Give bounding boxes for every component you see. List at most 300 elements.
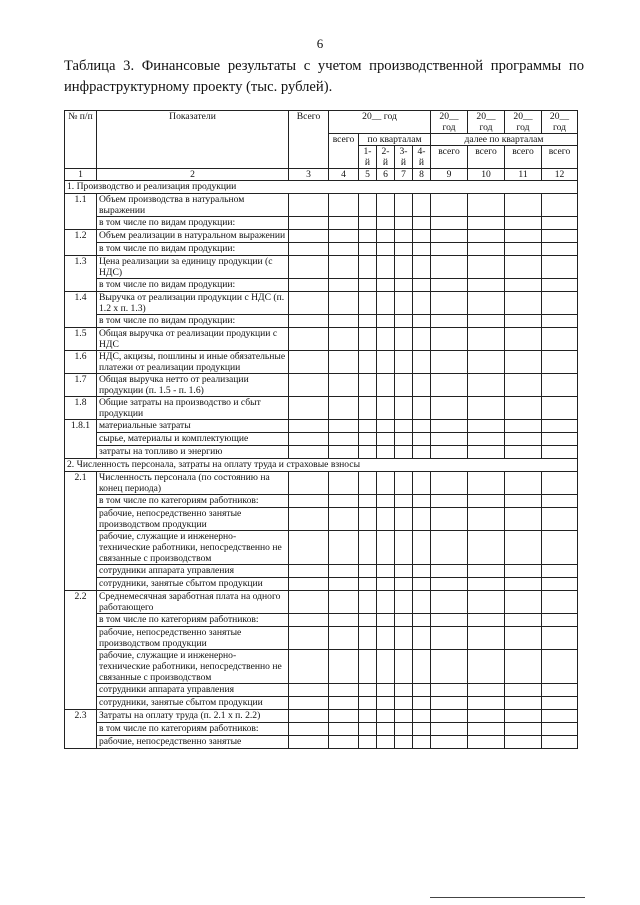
value-cell [359, 697, 377, 710]
value-cell [395, 710, 413, 723]
value-cell [395, 531, 413, 565]
value-cell [413, 591, 431, 614]
value-cell [542, 627, 578, 650]
header-year-total: всего [329, 134, 359, 169]
value-cell [505, 292, 542, 315]
indicator-label: затраты на топливо и энергию [97, 446, 289, 459]
column-number: 12 [542, 169, 578, 181]
value-cell [413, 279, 431, 292]
header-later-total: всего [542, 146, 578, 169]
value-cell [542, 230, 578, 243]
section-row [65, 459, 578, 472]
row-number: 2.2 [65, 591, 97, 710]
value-cell [431, 495, 468, 508]
value-cell [395, 292, 413, 315]
value-cell [377, 194, 395, 217]
indicator-label: Среднемесячная заработная плата на одного работающего [97, 591, 289, 614]
table-row [65, 565, 578, 578]
value-cell [505, 723, 542, 736]
value-cell [542, 446, 578, 459]
section-row [65, 181, 578, 194]
value-cell [377, 614, 395, 627]
table-row [65, 292, 578, 315]
value-cell [413, 256, 431, 279]
value-cell [431, 194, 468, 217]
table-row [65, 420, 578, 433]
value-cell [413, 578, 431, 591]
value-cell [542, 243, 578, 256]
value-cell [468, 243, 505, 256]
value-cell [395, 315, 413, 328]
value-cell [505, 230, 542, 243]
value-cell [468, 217, 505, 230]
value-cell [289, 446, 329, 459]
table-row [65, 710, 578, 723]
value-cell [377, 565, 395, 578]
value-cell [542, 279, 578, 292]
value-cell [395, 650, 413, 684]
indicator-label: в том числе по категориям работников: [97, 614, 289, 627]
value-cell [329, 614, 359, 627]
header-later-by-quarters: далее по кварталам [431, 134, 578, 146]
value-cell [359, 230, 377, 243]
value-cell [377, 397, 395, 420]
table-row [65, 446, 578, 459]
value-cell [329, 736, 359, 749]
value-cell [289, 397, 329, 420]
value-cell [395, 256, 413, 279]
value-cell [413, 723, 431, 736]
value-cell [289, 578, 329, 591]
value-cell [413, 495, 431, 508]
value-cell [395, 446, 413, 459]
value-cell [289, 230, 329, 243]
value-cell [289, 217, 329, 230]
table-row [65, 472, 578, 495]
indicator-label: рабочие, служащие и инженерно-технические работники, непосредственно не связанные с производством [97, 531, 289, 565]
value-cell [431, 279, 468, 292]
value-cell [329, 684, 359, 697]
column-number: 3 [289, 169, 329, 181]
value-cell [329, 627, 359, 650]
header-later-total: всего [431, 146, 468, 169]
column-number: 4 [329, 169, 359, 181]
value-cell [505, 420, 542, 433]
value-cell [542, 614, 578, 627]
value-cell [359, 508, 377, 531]
value-cell [359, 433, 377, 446]
indicator-label: сотрудники, занятые сбытом продукции [97, 697, 289, 710]
value-cell [395, 627, 413, 650]
value-cell [431, 351, 468, 374]
value-cell [377, 328, 395, 351]
value-cell [542, 292, 578, 315]
value-cell [377, 684, 395, 697]
value-cell [542, 194, 578, 217]
row-number: 1.8 [65, 397, 97, 420]
value-cell [377, 650, 395, 684]
value-cell [505, 446, 542, 459]
indicator-label: Затраты на оплату труда (п. 2.1 x п. 2.2) [97, 710, 289, 723]
value-cell [413, 194, 431, 217]
column-number: 7 [395, 169, 413, 181]
value-cell [359, 374, 377, 397]
value-cell [395, 697, 413, 710]
indicator-label: в том числе по видам продукции: [97, 315, 289, 328]
value-cell [505, 565, 542, 578]
value-cell [359, 446, 377, 459]
row-number: 2.1 [65, 472, 97, 591]
value-cell [289, 292, 329, 315]
value-cell [413, 292, 431, 315]
table-row [65, 315, 578, 328]
value-cell [505, 650, 542, 684]
value-cell [505, 243, 542, 256]
table-row [65, 433, 578, 446]
value-cell [542, 723, 578, 736]
value-cell [359, 565, 377, 578]
value-cell [505, 194, 542, 217]
value-cell [329, 723, 359, 736]
value-cell [289, 591, 329, 614]
value-cell [377, 723, 395, 736]
value-cell [359, 420, 377, 433]
value-cell [329, 230, 359, 243]
value-cell [431, 397, 468, 420]
value-cell [413, 374, 431, 397]
header-later-total: всего [468, 146, 505, 169]
indicator-label: в том числе по видам продукции: [97, 243, 289, 256]
value-cell [542, 328, 578, 351]
value-cell [329, 256, 359, 279]
value-cell [468, 433, 505, 446]
value-cell [468, 420, 505, 433]
table-row [65, 243, 578, 256]
value-cell [289, 736, 329, 749]
value-cell [329, 650, 359, 684]
value-cell [289, 420, 329, 433]
header-later-total: всего [505, 146, 542, 169]
value-cell [377, 374, 395, 397]
section-title: 1. Производство и реализация продукции [65, 181, 578, 194]
value-cell [289, 315, 329, 328]
value-cell [505, 217, 542, 230]
value-cell [289, 684, 329, 697]
value-cell [377, 351, 395, 374]
value-cell [329, 292, 359, 315]
value-cell [359, 531, 377, 565]
header-total: Всего [289, 111, 329, 169]
value-cell [377, 420, 395, 433]
value-cell [413, 446, 431, 459]
value-cell [468, 194, 505, 217]
table-row [65, 627, 578, 650]
value-cell [468, 230, 505, 243]
value-cell [413, 531, 431, 565]
value-cell [431, 315, 468, 328]
value-cell [377, 315, 395, 328]
value-cell [431, 578, 468, 591]
value-cell [468, 446, 505, 459]
header-later-year: 20__ год [542, 111, 578, 134]
value-cell [359, 315, 377, 328]
value-cell [468, 315, 505, 328]
value-cell [468, 614, 505, 627]
table-row [65, 495, 578, 508]
value-cell [468, 736, 505, 749]
row-number: 1.4 [65, 292, 97, 328]
value-cell [413, 315, 431, 328]
value-cell [395, 684, 413, 697]
indicator-label: в том числе по категориям работников: [97, 723, 289, 736]
value-cell [289, 433, 329, 446]
value-cell [289, 531, 329, 565]
value-cell [505, 495, 542, 508]
value-cell [542, 315, 578, 328]
value-cell [468, 710, 505, 723]
value-cell [359, 591, 377, 614]
header-later-year: 20__ год [468, 111, 505, 134]
value-cell [377, 256, 395, 279]
value-cell [431, 328, 468, 351]
value-cell [431, 650, 468, 684]
value-cell [468, 627, 505, 650]
table-row [65, 508, 578, 531]
column-number: 11 [505, 169, 542, 181]
value-cell [413, 351, 431, 374]
value-cell [542, 256, 578, 279]
value-cell [329, 194, 359, 217]
value-cell [377, 292, 395, 315]
value-cell [468, 508, 505, 531]
value-cell [359, 650, 377, 684]
indicator-label: рабочие, непосредственно занятые производством продукции [97, 508, 289, 531]
value-cell [377, 697, 395, 710]
table-row [65, 256, 578, 279]
value-cell [468, 650, 505, 684]
value-cell [542, 397, 578, 420]
value-cell [505, 328, 542, 351]
value-cell [505, 710, 542, 723]
value-cell [329, 591, 359, 614]
value-cell [505, 315, 542, 328]
value-cell [413, 217, 431, 230]
value-cell [377, 495, 395, 508]
indicator-label: НДС, акцизы, пошлины и иные обязательные платежи от реализации продукции [97, 351, 289, 374]
header-by-quarters: по кварталам [359, 134, 431, 146]
table-row [65, 217, 578, 230]
column-number: 5 [359, 169, 377, 181]
value-cell [359, 194, 377, 217]
column-number: 2 [97, 169, 289, 181]
value-cell [505, 736, 542, 749]
value-cell [505, 684, 542, 697]
value-cell [289, 328, 329, 351]
indicator-label: рабочие, служащие и инженерно-технические работники, непосредственно не связанные с производством [97, 650, 289, 684]
value-cell [413, 243, 431, 256]
value-cell [329, 328, 359, 351]
value-cell [505, 508, 542, 531]
table-row [65, 578, 578, 591]
indicator-label: Объем производства в натуральном выражении [97, 194, 289, 217]
value-cell [468, 565, 505, 578]
value-cell [431, 374, 468, 397]
value-cell [431, 684, 468, 697]
indicator-label: рабочие, непосредственно занятые [97, 736, 289, 749]
indicator-label: Общие затраты на производство и сбыт продукции [97, 397, 289, 420]
value-cell [359, 351, 377, 374]
value-cell [289, 723, 329, 736]
value-cell [431, 614, 468, 627]
value-cell [395, 591, 413, 614]
value-cell [542, 565, 578, 578]
column-number: 8 [413, 169, 431, 181]
value-cell [359, 614, 377, 627]
value-cell [468, 531, 505, 565]
row-number: 2.3 [65, 710, 97, 749]
value-cell [377, 243, 395, 256]
value-cell [505, 591, 542, 614]
value-cell [289, 627, 329, 650]
value-cell [395, 194, 413, 217]
value-cell [289, 243, 329, 256]
value-cell [413, 328, 431, 351]
value-cell [413, 472, 431, 495]
indicator-label: в том числе по видам продукции: [97, 279, 289, 292]
value-cell [377, 591, 395, 614]
value-cell [468, 578, 505, 591]
value-cell [542, 351, 578, 374]
value-cell [395, 578, 413, 591]
indicator-label: Общая выручка от реализации продукции с НДС [97, 328, 289, 351]
value-cell [359, 736, 377, 749]
indicator-label: Цена реализации за единицу продукции (с НДС) [97, 256, 289, 279]
value-cell [329, 374, 359, 397]
value-cell [359, 292, 377, 315]
value-cell [289, 650, 329, 684]
header-indicators: Показатели [97, 111, 289, 169]
value-cell [289, 194, 329, 217]
table-row [65, 697, 578, 710]
value-cell [413, 230, 431, 243]
value-cell [359, 495, 377, 508]
value-cell [468, 397, 505, 420]
value-cell [395, 433, 413, 446]
page-number: 6 [316, 36, 324, 51]
row-number: 1.3 [65, 256, 97, 292]
value-cell [505, 374, 542, 397]
value-cell [468, 351, 505, 374]
value-cell [431, 710, 468, 723]
value-cell [431, 508, 468, 531]
value-cell [289, 279, 329, 292]
value-cell [377, 433, 395, 446]
value-cell [413, 614, 431, 627]
table-row [65, 279, 578, 292]
value-cell [395, 508, 413, 531]
value-cell [431, 697, 468, 710]
value-cell [431, 531, 468, 565]
value-cell [468, 279, 505, 292]
value-cell [359, 256, 377, 279]
table-row [65, 614, 578, 627]
value-cell [505, 578, 542, 591]
value-cell [395, 472, 413, 495]
table-body [65, 181, 578, 749]
value-cell [329, 565, 359, 578]
value-cell [329, 531, 359, 565]
value-cell [542, 433, 578, 446]
indicator-label: сырье, материалы и комплектующие [97, 433, 289, 446]
table-row [65, 723, 578, 736]
value-cell [395, 217, 413, 230]
value-cell [395, 495, 413, 508]
value-cell [542, 508, 578, 531]
value-cell [431, 256, 468, 279]
table-row [65, 684, 578, 697]
value-cell [289, 508, 329, 531]
value-cell [395, 243, 413, 256]
value-cell [329, 217, 359, 230]
value-cell [431, 723, 468, 736]
row-number: 1.6 [65, 351, 97, 374]
value-cell [359, 578, 377, 591]
value-cell [505, 627, 542, 650]
value-cell [395, 279, 413, 292]
table-row [65, 351, 578, 374]
value-cell [377, 230, 395, 243]
value-cell [431, 292, 468, 315]
value-cell [377, 217, 395, 230]
value-cell [395, 397, 413, 420]
value-cell [468, 472, 505, 495]
value-cell [505, 397, 542, 420]
header-later-year: 20__ год [505, 111, 542, 134]
value-cell [377, 472, 395, 495]
value-cell [413, 710, 431, 723]
value-cell [413, 650, 431, 684]
column-number: 10 [468, 169, 505, 181]
value-cell [431, 446, 468, 459]
value-cell [542, 472, 578, 495]
value-cell [329, 472, 359, 495]
column-number: 6 [377, 169, 395, 181]
header-later-year: 20__ год [431, 111, 468, 134]
value-cell [359, 279, 377, 292]
value-cell [431, 565, 468, 578]
column-number: 1 [65, 169, 97, 181]
value-cell [395, 351, 413, 374]
indicator-label: сотрудники аппарата управления [97, 684, 289, 697]
value-cell [329, 433, 359, 446]
section-title: 2. Численность персонала, затраты на оплату труда и страховые взносы [65, 459, 578, 472]
value-cell [505, 351, 542, 374]
value-cell [395, 230, 413, 243]
value-cell [289, 256, 329, 279]
bottom-rule [430, 897, 585, 898]
value-cell [431, 433, 468, 446]
financial-results-table [64, 110, 578, 749]
value-cell [542, 217, 578, 230]
row-number: 1.7 [65, 374, 97, 397]
row-number: 1.5 [65, 328, 97, 351]
table-row [65, 230, 578, 243]
value-cell [377, 578, 395, 591]
value-cell [431, 243, 468, 256]
value-cell [359, 723, 377, 736]
value-cell [431, 591, 468, 614]
value-cell [329, 508, 359, 531]
